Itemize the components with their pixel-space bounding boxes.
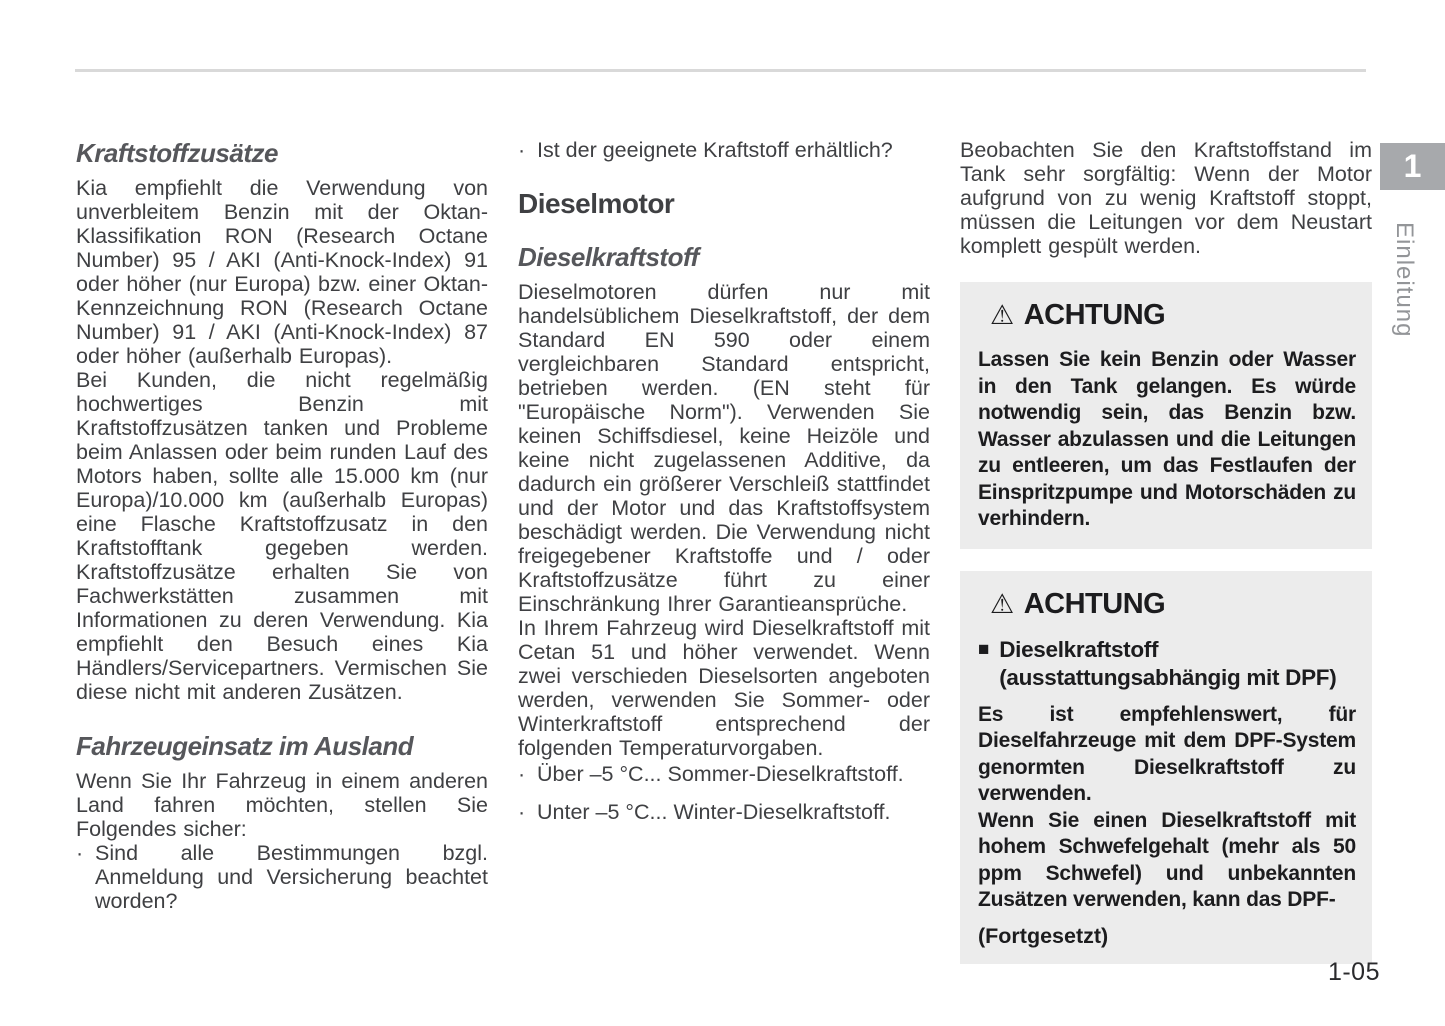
caution-subheading-text: Dieselkraftstoff (ausstattungsabhängig mit DPF)	[999, 636, 1337, 690]
list-item	[518, 762, 930, 786]
bullet-icon: ·	[518, 800, 526, 824]
paragraph: In Ihrem Fahrzeug wird Dieselkraftstoff mit Cetan 51 und höher verwendet. Wenn zwei verschieden Dieselsorten angeboten werden, verwenden Sie Sommer- oder Winterkraftstoff entsprechend der folgenden Temperaturvorgaben.	[518, 616, 930, 760]
paragraph: Kia empfiehlt die Verwendung von unverbleitem Benzin mit der Oktan-Klassifikation RON (Research Octane Number) 95 / AKI (Anti-Knock-Index) 91 oder höher (nur Europa) bzw. einer Oktan-Kennzeichnung RON (Research Octane Number) 91 / AKI (Anti-Knock-Index) 87 oder höher (außerhalb Europas).	[76, 176, 488, 368]
list-item-text: Unter –5 °C... Winter-Dieselkraftstoff.	[537, 800, 891, 824]
list-item	[518, 138, 930, 162]
caution-box-benzin-wasser	[960, 282, 1372, 549]
middle-column	[518, 138, 930, 824]
list-item-text: Sind alle Bestimmungen bzgl. Anmeldung und Versicherung beachtet worden?	[95, 841, 488, 913]
caution-box-dieselkraftstoff-dpf	[960, 571, 1372, 964]
caution-subheading	[978, 636, 1356, 692]
section-heading-kraftstoffzusaetze: Kraftstoffzusätze	[76, 138, 278, 168]
section-heading-dieselkraftstoff: Dieselkraftstoff	[518, 242, 699, 272]
right-column	[960, 138, 1372, 964]
caution-title	[990, 299, 1356, 331]
bullet-icon: ·	[76, 841, 84, 865]
caution-body: Es ist empfehlenswert, für Dieselfahrzeuge mit dem DPF-System genormten Dieselkraftstoff zu verwenden.	[978, 702, 1356, 805]
continued-note: (Fortgesetzt)	[978, 923, 1109, 948]
caution-body: Wenn Sie einen Dieselkraftstoff mit hohem Schwefelgehalt (mehr als 50 ppm Schwefel) und unbekannten Zusätzen verwenden, kann das DPF-	[978, 808, 1356, 911]
list-item	[76, 841, 488, 913]
bullet-icon: ·	[518, 762, 526, 786]
paragraph: Dieselmotoren dürfen nur mit handelsüblichem Dieselkraftstoff, der dem Standard EN 590 oder einem vergleichbaren Standard entspricht, betrieben werden. (EN steht für "Europäische Norm"). Verwenden Sie keinen Schiffsdiesel, keine Heizöle und keine nicht zugelassenen Additive, da dadurch ein größerer Verschleiß stattfindet und der Motor und das Kraftstoffsystem beschädigt werden. Die Verwendung nicht freigegebener Kraftstoffe und / oder Kraftstoffzusätze führt zu einer Einschränkung Ihrer Garantieansprüche.	[518, 280, 930, 616]
list-item	[518, 800, 930, 824]
paragraph: Wenn Sie Ihr Fahrzeug in einem anderen Land fahren möchten, stellen Sie Folgendes sicher:	[76, 769, 488, 841]
caution-title	[990, 588, 1356, 620]
list-item-text: Ist der geeignete Kraftstoff erhältlich?	[537, 138, 893, 162]
section-heading-dieselmotor: Dieselmotor	[518, 188, 675, 219]
paragraph: Bei Kunden, die nicht regelmäßig hochwertiges Benzin mit Kraftstoffzusätzen tanken und Probleme beim Anlassen oder beim runden Lauf des Motors haben, sollte alle 15.000 km (nur Europa)/10.000 km (außerhalb Europas) eine Flasche Kraftstoffzusatz in den Kraftstofftank gegeben werden. Kraftstoffzusätze erhalten Sie von Fachwerkstätten zusammen mit Informationen zu deren Verwendung. Kia empfiehlt den Besuch eines Kia Händlers/Servicepartners. Vermischen Sie diese nicht mit anderen Zusätzen.	[76, 368, 488, 704]
section-heading-fahrzeugeinsatz: Fahrzeugeinsatz im Ausland	[76, 731, 414, 761]
caution-title-text: ACHTUNG	[1023, 299, 1166, 331]
chapter-vertical-label: Einleitung	[1391, 222, 1418, 338]
caution-title-text: ACHTUNG	[1023, 587, 1166, 620]
left-column	[76, 138, 488, 913]
square-bullet-icon: ■	[978, 638, 990, 660]
page-number: 1-05	[1327, 958, 1380, 986]
warning-triangle-icon: ⚠	[990, 588, 1014, 619]
top-divider-rule	[75, 69, 1366, 72]
caution-body: Lassen Sie kein Benzin oder Wasser in den Tank gelangen. Es würde notwendig sein, das Benzin bzw. Wasser abzulassen und die Leitungen zu entleeren, um das Festlaufen der Einspritzpumpe und Motorschäden zu verhindern.	[978, 348, 1356, 530]
paragraph: Beobachten Sie den Kraftstoffstand im Tank sehr sorgfältig: Wenn der Motor aufgrund von zu wenig Kraftstoff stoppt, müssen die Leitungen vor dem Neustart komplett gespült werden.	[960, 138, 1372, 258]
chapter-tab-number: 1	[1403, 148, 1422, 184]
bullet-icon: ·	[518, 138, 526, 162]
list-item-text: Über –5 °C... Sommer-Dieselkraftstoff.	[537, 762, 904, 786]
chapter-tab	[1380, 143, 1445, 190]
warning-triangle-icon: ⚠	[990, 300, 1014, 330]
